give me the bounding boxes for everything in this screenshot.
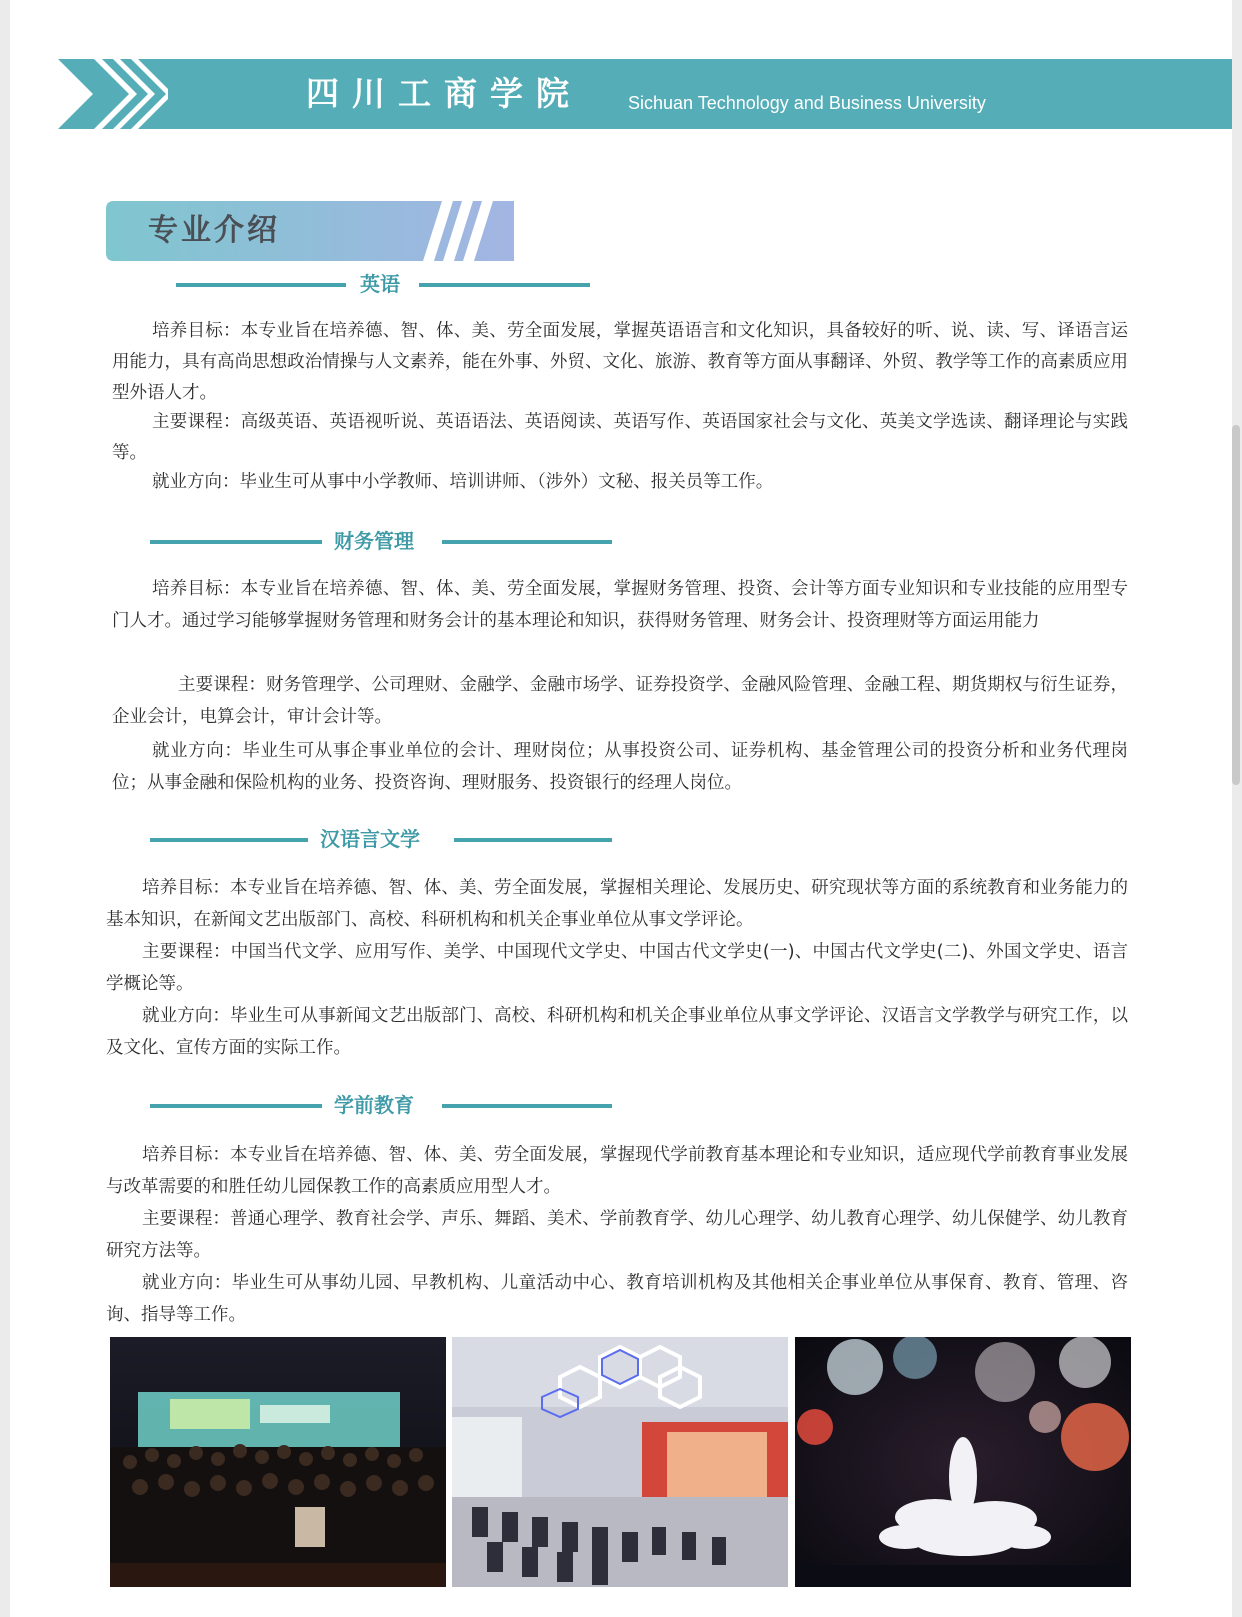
paragraph-career: 就业方向：毕业生可从事中小学教师、培训讲师、（涉外）文秘、报关员等工作。	[152, 472, 774, 492]
paragraph-courses: 主要课程：财务管理学、公司理财、金融学、金融市场学、证券投资学、金融风险管理、金融工程、期货期权与衍生证券，企业会计，电算会计，审计会计等。	[112, 675, 1128, 727]
paragraph-courses: 主要课程：高级英语、英语视听说、英语语法、英语阅读、英语写作、英语国家社会与文化、英美文学选读、翻译理论与实践等。	[112, 412, 1128, 463]
photo-dance-performance	[795, 1337, 1131, 1587]
paragraph-courses: 主要课程：中国当代文学、应用写作、美学、中国现代文学史、中国古代文学史(一)、中国古代文学史(二)、外国文学史、语言学概论等。	[106, 942, 1128, 994]
section-header	[106, 201, 514, 261]
school-name-en: Sichuan Technology and Business University	[628, 93, 986, 113]
school-name-cn: 四川工商学院	[306, 74, 582, 113]
major-title: 学前教育	[334, 1093, 414, 1117]
paragraph-goal: 培养目标：本专业旨在培养德、智、体、美、劳全面发展，掌握相关理论、发展历史、研究现状等方面的系统教育和业务能力的基本知识，在新闻文艺出版部门、高校、科研机构和机关企事业单位从事文学评论。	[106, 878, 1128, 930]
section-title: 专业介绍	[148, 213, 280, 248]
paragraph-goal: 培养目标：本专业旨在培养德、智、体、美、劳全面发展，掌握英语语言和文化知识，具备较好的听、说、读、写、译语言运用能力，具有高尚思想政治情操与人文素养，能在外事、外贸、文化、旅游、教育等方面从事翻译、外贸、教学等工作的高素质应用型外语人才。	[112, 321, 1128, 403]
major-heading-chinese	[150, 824, 612, 854]
photo-graduation	[110, 1337, 446, 1587]
photo-classroom	[452, 1337, 788, 1587]
major-heading-english	[176, 269, 590, 299]
paragraph-courses: 主要课程：普通心理学、教育社会学、声乐、舞蹈、美术、学前教育学、幼儿心理学、幼儿教育心理学、幼儿保健学、幼儿教育研究方法等。	[106, 1209, 1128, 1261]
paragraph-career: 就业方向：毕业生可从事企事业单位的会计、理财岗位；从事投资公司、证券机构、基金管理公司的投资分析和业务代理岗位；从事金融和保险机构的业务、投资咨询、理财服务、投资银行的经理人岗位。	[112, 741, 1128, 793]
major-title: 英语	[360, 272, 400, 296]
major-heading-finance	[150, 526, 612, 556]
paragraph-goal: 培养目标：本专业旨在培养德、智、体、美、劳全面发展，掌握财务管理、投资、会计等方面专业知识和专业技能的应用型专门人才。通过学习能够掌握财务管理和财务会计的基本理论和知识，获得财务管理、财务会计、投资理财等方面运用能力	[112, 579, 1128, 631]
major-title: 汉语言文学	[320, 827, 420, 851]
scrollbar[interactable]	[1232, 425, 1240, 785]
major-heading-preschool	[150, 1090, 612, 1120]
paragraph-career: 就业方向：毕业生可从事幼儿园、早教机构、儿童活动中心、教育培训机构及其他相关企事业单位从事保育、教育、管理、咨询、指导等工作。	[106, 1273, 1128, 1325]
chevrons-icon	[58, 59, 168, 129]
paragraph-career: 就业方向：毕业生可从事新闻文艺出版部门、高校、科研机构和机关企事业单位从事文学评论、汉语言文学教学与研究工作，以及文化、宣传方面的实际工作。	[106, 1006, 1128, 1058]
paragraph-goal: 培养目标：本专业旨在培养德、智、体、美、劳全面发展，掌握现代学前教育基本理论和专业知识，适应现代学前教育事业发展与改革需要的和胜任幼儿园保教工作的高素质应用型人才。	[106, 1145, 1128, 1197]
major-title: 财务管理	[334, 529, 414, 553]
